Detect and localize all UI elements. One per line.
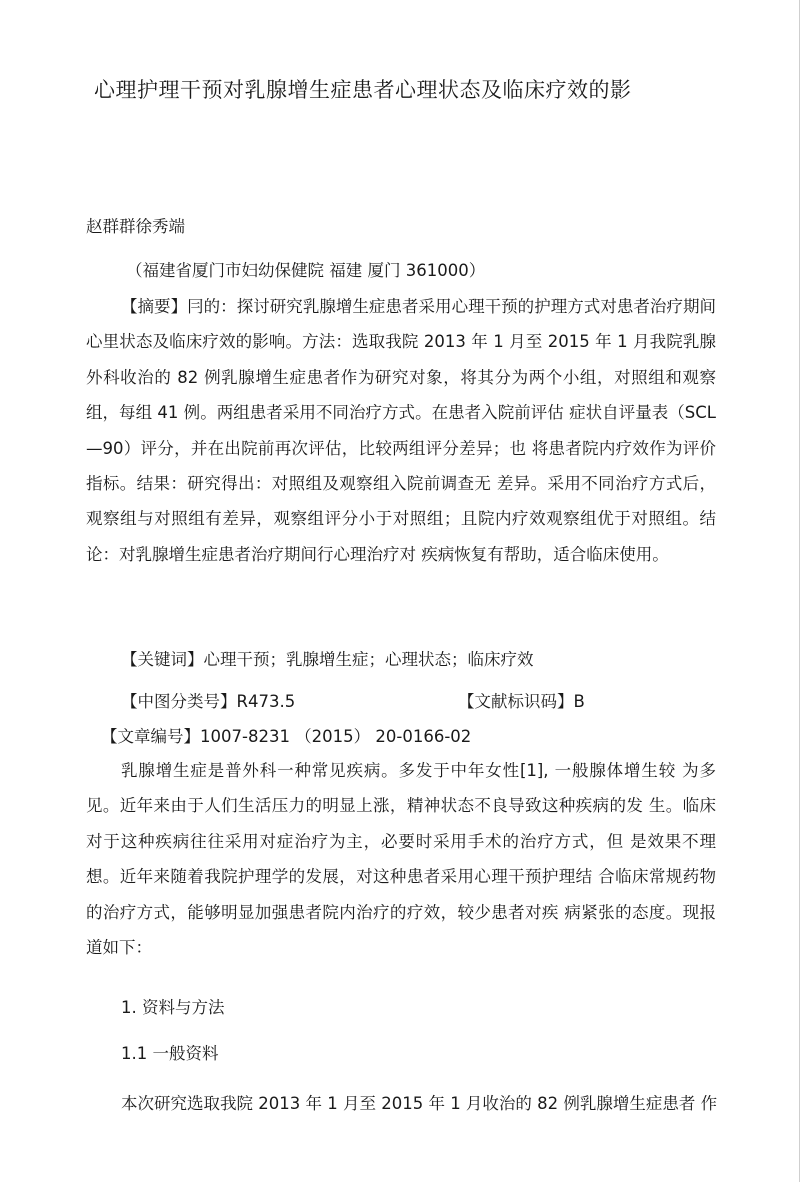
body-last-line: 本次研究选取我院 2013 年 1 月至 2015 年 1 月收治的 82 例乳腺增生症患者 作 [121,1094,718,1113]
article-title: 心理护理干预对乳腺增生症患者心理状态及临床疗效的影 [94,78,632,102]
section-heading-1-1: 1.1 一般资料 [121,1044,219,1063]
classification-number: 【中图分类号】R473.5 [121,692,296,711]
author-line: 赵群群徐秀端 [86,217,185,236]
document-code: 【文献标识码】B [458,692,585,711]
article-number: 【文章编号】1007-8231 （2015） 20-0166-02 [101,727,472,746]
affiliation-line: （福建省厦门市妇幼保健院 福建 厦门 361000） [126,261,486,280]
intro-paragraph: 乳腺增生症是普外科一种常见疾病。多发于中年女性[1], 一般腺体增生较 为多见。近年来由于人们生活压力的明显上涨，精神状态不良导致这种疾病的发 生。临床对于这种疾病往往采用对症治疗为主，必要时采用手术的治疗方式，但 是效果不理想。近年来随着我院护理学的发展，对这种患者采用心理干预护理结 合临床常规药物的治疗方式，能够明显加强患者院内治疗的疗效，较少患者对疾 病紧张的态度。现报道如下： [86,761,716,958]
section-heading-1: 1. 资料与方法 [121,998,225,1017]
keywords-line: 【关键词】心理干预；乳腺增生症；心理状态；临床疗效 [121,650,534,669]
abstract-paragraph: 【摘要】冃的：探讨研究乳腺增生症患者采用心理干预的护理方式对患者治疗期间心里状态及临床疗效的影响。方法：选取我院 2013 年 1 月至 2015 年 1 月我院乳腺外科收治的 82 例乳腺增生症患者作为研究对象，将其分为两个小组，对照组和观察组，每组 41 例。两组患者采用不同治疗方式。在患者入院前评估 症状自评量表（SCL—90）评分，并在出院前再次评估，比较两组评分差异；也 将患者院内疗效作为评价指标。结果：研究得出：对照组及观察组入院前调查无 差异。采用不同治疗方式后，观察组与对照组有差异，观察组评分小于对照组；且院内疗效观察组优于对照组。结论：对乳腺增生症患者治疗期间行心理治疗对 疾病恢复有帮助，适合临床使用。 [86,297,716,564]
